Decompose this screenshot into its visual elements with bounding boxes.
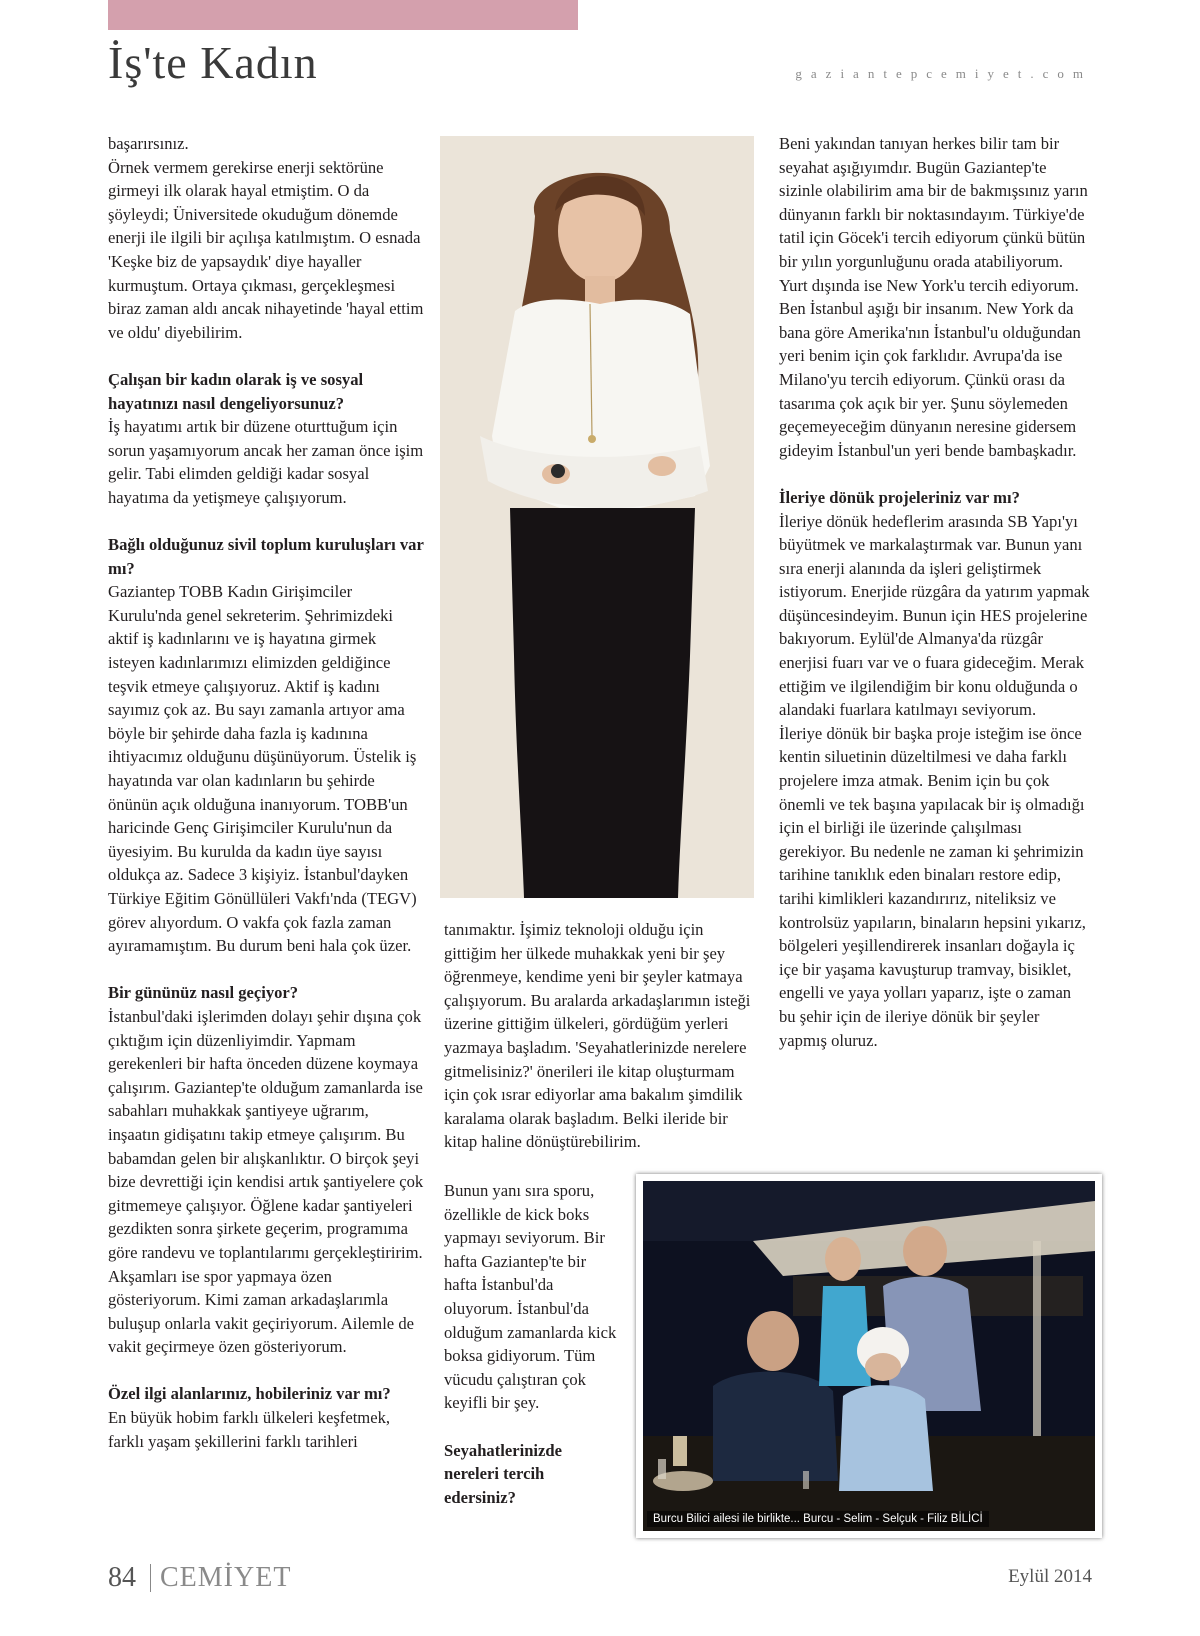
- article-paragraph: İleriye dönük bir başka proje isteğim ise önce kentin siluetinin düzeltilmesi ve daha farklı projelere imza atmak. Benim için bu çok önemli ve tek başına yapılacak bir iş olmadığı için el birliği ile üzerinde çalışılması gerekiyor. Bu nedenle ne zaman ki şehrimizin tarihine tanıklık eden binaları restore edip, tarihi kimlikleri kazandırırız, niteliksiz ve kontrolsüz yapıların, binaların hepsini yıkarız, bölgeleri yeşillendirerek insanları doğayla iç içe bir yaşama kavuşturup tramvay, bisiklet, engelli ve yaya yolları yaparız, işte o zaman bu şehir için de ileriye dönük bir şeyler yapmış oluruz.: [779, 723, 1086, 1050]
- family-photo-illustration: [643, 1181, 1095, 1531]
- article-column-1: [108, 132, 424, 1453]
- article-column-3: [779, 132, 1091, 1052]
- article-paragraph: İstanbul'daki işlerimden dolayı şehir dışına çok çıktığım için düzenliyimdir. Yapmam gerekenleri bir hafta önceden düzene koymaya çalışırım. Gaziantep'te olduğum zamanlarda ise sabahları muhakkak şantiyeye uğrarım, inşaatın gidişatını takip etmeye çalışırım. Bu babamdan gelen bir alışkanlıktır. O birçok şeyi bize devrettiği için kendisi artık şantiyelere çok gitmemeye çalışıyor. Öğlene kadar şantiyeleri gezdikten sonra şirkete geçerim, programıma göre randevu ve toplantılarımı gerçekleştiririm. Akşamları ise spor yapmaya özen gösteriyorum. Kimi zaman arkadaşlarımla buluşup onlarla vakit geçiriyorum. Ailemle de vakit geçirmeye özen gösteriyorum.: [108, 1006, 424, 1357]
- footer-separator: [150, 1564, 151, 1592]
- article-column-2-upper: [444, 918, 756, 1154]
- article-paragraph: başarırsınız.: [108, 134, 189, 153]
- magazine-name: CEMİYET: [160, 1562, 292, 1593]
- question-heading: İleriye dönük projeleriniz var mı?: [779, 487, 1020, 507]
- section-title: İş'te Kadın: [108, 37, 318, 88]
- article-paragraph: Beni yakından tanıyan herkes bilir tam bir seyahat aşığıyımdır. Bugün Gaziantep'te sizinle olabilirim ama bir de bakmışsınız yarın dünyanın farklı bir noktasındayım. Türkiye'de tatil için Göcek'i tercih ediyorum çünkü bütün bir yılın yorgunluğunu orada atabiliyorum. Yurt dışında ise New York'u tercih ediyorum. Ben İstanbul aşığı bir insanım. New York da bana göre Amerika'nın İstanbul'u olduğundan yeri benim için çok farklıdır. Avrupa'da ise Milano'yu tercih ediyorum. Çünkü orası da tasarıma çok açık bir yer. Şunu söylemeden geçemeyeceğim dünyanın neresine gidersem gideyim İstanbul'un yeri bende bambaşkadır.: [779, 134, 1088, 460]
- article-paragraph: En büyük hobim farklı ülkeleri keşfetmek, farklı yaşam şekillerini farklı tarihleri: [108, 1408, 391, 1451]
- family-photo: [636, 1174, 1102, 1538]
- question-heading: Çalışan bir kadın olarak iş ve sosyal hayatınızı nasıl dengeliyorsunuz?: [108, 369, 364, 413]
- portrait-illustration: [440, 136, 754, 898]
- page-number: 84: [108, 1562, 136, 1593]
- article-paragraph: Örnek vermem gerekirse enerji sektörüne girmeyi ilk olarak hayal etmiştim. O da şöyleydi; Üniversitede okuduğum dönemde enerji ile ilgili bir açılışa katılmıştım. O esnada 'Keşke biz de yapsaydık' diye hayaller kurmuştum. Ortaya çıkması, gerçekleşmesi biraz zaman aldı ancak nihayetinde 'hayal ettim ve oldu' diyebilirim.: [108, 157, 424, 342]
- article-paragraph: Bunun yanı sıra sporu, özellikle de kick boks yapmayı seviyorum. Bir hafta Gaziantep'te bir hafta İstanbul'da oluyorum. İstanbul'da olduğum zamanlarda kick boksa gidiyorum. Tüm vücudu çalıştıran çok keyifli bir şey.: [444, 1181, 617, 1413]
- article-paragraph: İş hayatımı artık bir düzene oturttuğum için sorun yaşamıyorum ancak her zaman önce işim gelir. Tabi elimden geldiği kadar sosyal hayatıma da yetişmeye çalışıyorum.: [108, 417, 424, 507]
- question-heading: Seyahatlerinizde nereleri tercih edersiniz?: [444, 1440, 562, 1507]
- photo-caption: Burcu Bilici ailesi ile birlikte... Burcu - Selim - Selçuk - Filiz BİLİCİ: [647, 1511, 989, 1527]
- issue-date: Eylül 2014: [1008, 1566, 1092, 1587]
- article-paragraph: İleriye dönük hedeflerim arasında SB Yapı'yı büyütmek ve markalaştırmak var. Bunun yanı sıra enerji alanında da işleri geliştirmek istiyorum. Enerjide rüzgâra da yatırım yapmak düşüncesindeyim. Bunun için HES projelerine bakıyorum. Eylül'de Almanya'da rüzgâr enerjisi fuarı var ve o fuara gideceğim. Merak ettiğim ve ilgilendiğim bir konu olduğunda o alandaki fuarlara katılmayı seviyorum.: [779, 511, 1090, 720]
- article-column-2-lower: [444, 1179, 620, 1509]
- portrait-photo: [440, 136, 754, 898]
- question-heading: Bir gününüz nasıl geçiyor?: [108, 983, 299, 1003]
- question-heading: Bağlı olduğunuz sivil toplum kuruluşları var mı?: [108, 535, 424, 578]
- article-paragraph: Gaziantep TOBB Kadın Girişimciler Kurulu'nda genel sekreterim. Şehrimizdeki aktif iş kadınlarını ve iş hayatına girmek isteyen kadınlarımızı elimizden geldiğince teşvik etmeye çalışıyoruz. Aktif iş kadını sayımız çok az. Bu sayı zamanla artıyor ama böyle bir şehirde daha fazla iş kadınına ihtiyacımız olduğunu düşünüyorum. Üstelik iş hayatında var olan kadınların bu şehirde önünün açık olduğuna inanıyorum. TOBB'un haricinde Genç Girişimciler Kurulu'nun da üyesiyim. Bu kurulda da kadın üye sayısı oldukça az. Sadece 3 kişiyiz. İstanbul'dayken Türkiye Eğitim Gönüllüleri Vakfı'nda (TEGV) görev alıyordum. O vakfa çok fazla zaman ayıramamıştım. Bu durum beni hala çok üzer.: [108, 582, 417, 956]
- article-paragraph: tanımaktır. İşimiz teknoloji olduğu için gittiğim her ülkede muhakkak yeni bir şey öğrenmeye, kendime yeni bir şeyler katmaya çalışıyorum. Bu aralarda arkadaşlarımın isteği üzerine gittiğim ülkeleri, gördüğüm yerleri yazmaya başladım. 'Seyahatlerinizde nerelere gitmelisiniz?' önerileri ile kitap oluşturmam için çok ısrar ediyorlar ama bakalım şimdilik karalama olarak başladım. Belki ileride bir kitap haline dönüştürebilirim.: [444, 920, 751, 1152]
- question-heading: Özel ilgi alanlarınız, hobileriniz var mı?: [108, 1384, 391, 1404]
- header-decor-band: [108, 0, 578, 30]
- site-url: gaziantepcemiyet.com: [795, 66, 1092, 81]
